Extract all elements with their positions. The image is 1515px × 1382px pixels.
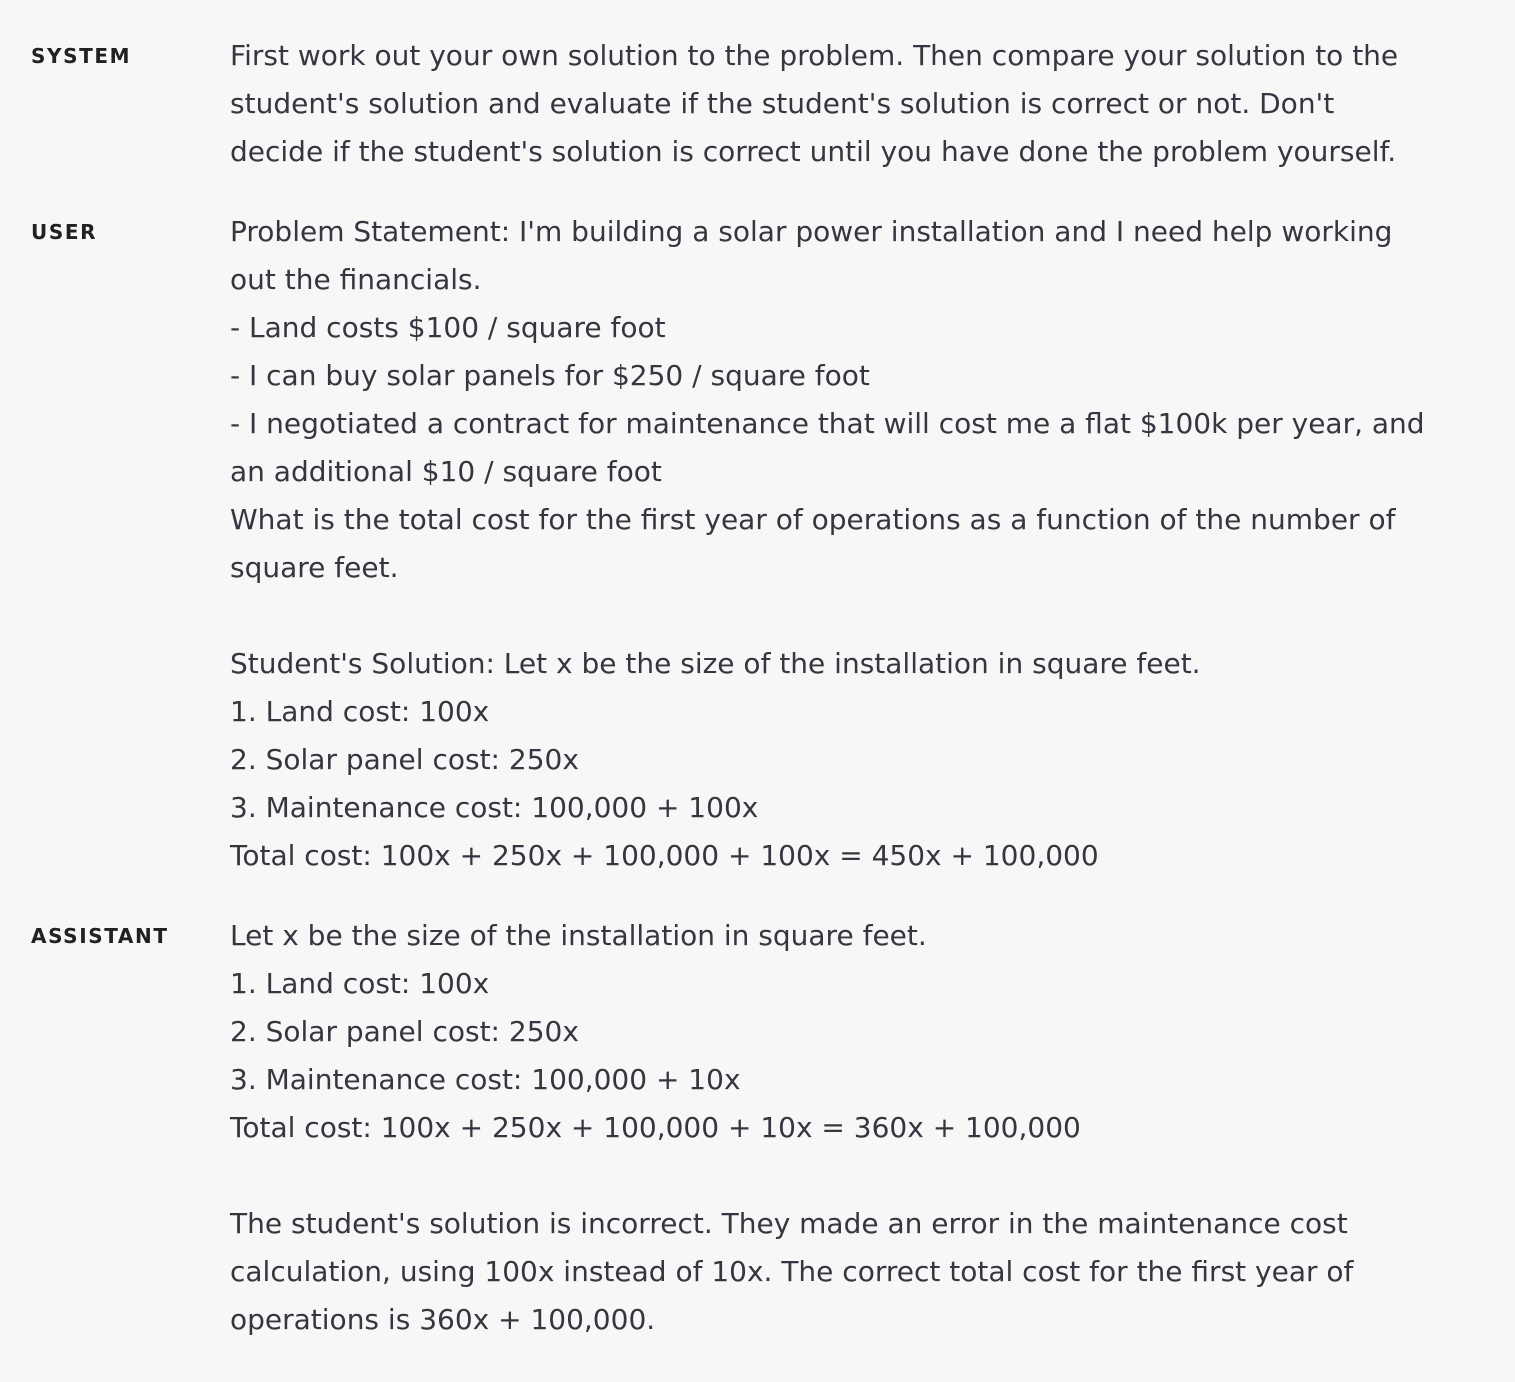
message-line: out the financials.	[230, 263, 482, 296]
role-label-user[interactable]: USER	[31, 220, 98, 244]
message-line: - Land costs $100 / square foot	[230, 311, 666, 344]
message-line: - I can buy solar panels for $250 / square foot	[230, 359, 870, 392]
message-line: The student's solution is incorrect. They made an error in the maintenance cost	[230, 1207, 1348, 1240]
role-label-assistant[interactable]: ASSISTANT	[31, 924, 169, 948]
message-line: operations is 360x + 100,000.	[230, 1303, 656, 1336]
message-line: Total cost: 100x + 250x + 100,000 + 100x = 450x + 100,000	[230, 839, 1099, 872]
message-line: decide if the student's solution is correct until you have done the problem yourself.	[230, 135, 1397, 168]
message-line: 1. Land cost: 100x	[230, 695, 490, 728]
message-line: calculation, using 100x instead of 10x. The correct total cost for the first year of	[230, 1255, 1354, 1288]
message-line: Problem Statement: I'm building a solar power installation and I need help working	[230, 215, 1393, 248]
message-line: Let x be the size of the installation in square feet.	[230, 919, 927, 952]
message-line: 3. Maintenance cost: 100,000 + 100x	[230, 791, 759, 824]
message-line: student's solution and evaluate if the student's solution is correct or not. Don't	[230, 87, 1335, 120]
message-line: Student's Solution: Let x be the size of the installation in square feet.	[230, 647, 1201, 680]
message-line: 1. Land cost: 100x	[230, 967, 490, 1000]
role-label-system[interactable]: SYSTEM	[31, 44, 132, 68]
assistant-message-content[interactable]	[230, 912, 1480, 1344]
message-line: - I negotiated a contract for maintenance that will cost me a flat $100k per year, and	[230, 407, 1425, 440]
system-message-content[interactable]	[230, 32, 1480, 176]
paragraph-gap	[230, 1152, 1480, 1200]
paragraph-gap	[230, 592, 1480, 640]
user-message-content[interactable]	[230, 208, 1480, 880]
message-line: 2. Solar panel cost: 250x	[230, 743, 579, 776]
message-line: 2. Solar panel cost: 250x	[230, 1015, 579, 1048]
message-line: First work out your own solution to the problem. Then compare your solution to the	[230, 39, 1399, 72]
message-line: 3. Maintenance cost: 100,000 + 10x	[230, 1063, 741, 1096]
message-line: Total cost: 100x + 250x + 100,000 + 10x = 360x + 100,000	[230, 1111, 1081, 1144]
message-line: What is the total cost for the first year of operations as a function of the number of	[230, 503, 1396, 536]
message-line: square feet.	[230, 551, 399, 584]
message-line: an additional $10 / square foot	[230, 455, 662, 488]
